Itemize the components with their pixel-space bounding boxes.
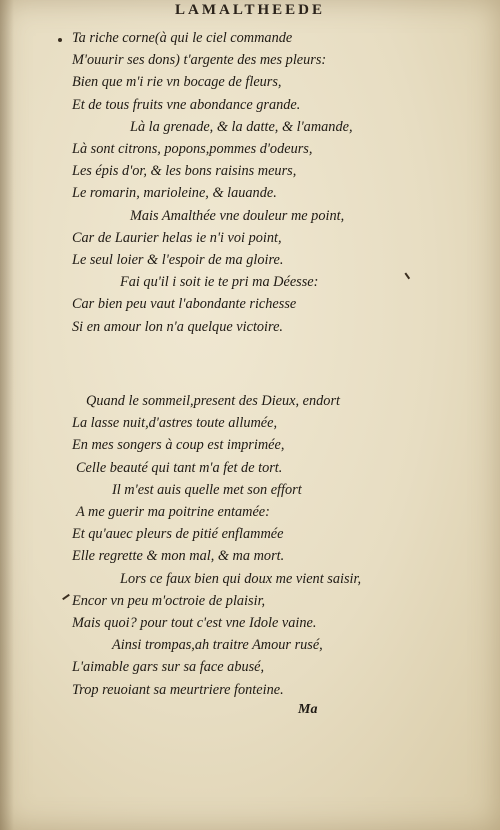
verse-line: A me guerir ma poitrine entamée:	[76, 504, 270, 521]
verse-line: Mais Amalthée vne douleur me point,	[130, 207, 345, 224]
verse-line: Le romarin, marioleine, & lauande.	[72, 185, 277, 202]
verse-line: Encor vn peu m'octroie de plaisir,	[72, 592, 266, 609]
sonnet-one	[72, 27, 353, 338]
verse-line: Elle regrette & mon mal, & ma mort.	[72, 548, 285, 565]
verse-line: Bien que m'i rie vn bocage de fleurs,	[72, 74, 282, 91]
verse-line: Là la grenade, & la datte, & l'amande,	[130, 118, 353, 135]
catchword: Ma	[298, 702, 318, 717]
verse-line: Mais quoi? pour tout c'est vne Idole vaine.	[72, 615, 317, 632]
verse-line: L'aimable gars sur sa face abusé,	[72, 659, 265, 676]
verse-line: Car bien peu vaut l'abondante richesse	[72, 296, 297, 313]
page-gutter-shadow	[0, 0, 14, 830]
verse-line: Quand le sommeil,present des Dieux, endort	[86, 393, 340, 409]
verse-line: Lors ce faux bien qui doux me vient saisir,	[120, 570, 362, 587]
verse-line: Le seul loier & l'espoir de ma gloire.	[72, 252, 284, 269]
verse-line: En mes songers à coup est imprimée,	[72, 437, 285, 454]
verse-line: Et de tous fruits vne abondance grande.	[72, 96, 301, 113]
verse-line: Là sont citrons, popons,pommes d'odeurs,	[72, 141, 313, 158]
verse-line: Ainsi trompas,ah traitre Amour rusé,	[112, 637, 323, 654]
verse-line: Car de Laurier helas ie n'i voi point,	[72, 229, 282, 246]
verse-line: La lasse nuit,d'astres toute allumée,	[72, 415, 278, 432]
verse-line: Il m'est auis quelle met son effort	[112, 481, 302, 498]
ink-tick-mark	[62, 594, 70, 600]
ink-tick-mark	[405, 272, 410, 279]
sonnet-two	[72, 390, 361, 701]
ink-dot-mark	[58, 38, 62, 42]
verse-line: Ta riche corne(à qui le ciel commande	[72, 30, 293, 46]
verse-line: Celle beauté qui tant m'a fet de tort.	[76, 459, 283, 476]
running-head: LAMALTHEEDE	[175, 2, 325, 18]
verse-line: Les épis d'or, & les bons raisins meurs,	[72, 163, 297, 180]
verse-line: Fai qu'il i soit ie te pri ma Déesse:	[120, 274, 319, 291]
verse-line: Trop reuoiant sa meurtriere fonteine.	[72, 681, 284, 698]
verse-line: M'ouurir ses dons) t'argente des mes pleurs:	[72, 52, 327, 69]
verse-line: Si en amour lon n'a quelque victoire.	[72, 318, 283, 335]
verse-line: Et qu'auec pleurs de pitié enflammée	[72, 526, 284, 543]
